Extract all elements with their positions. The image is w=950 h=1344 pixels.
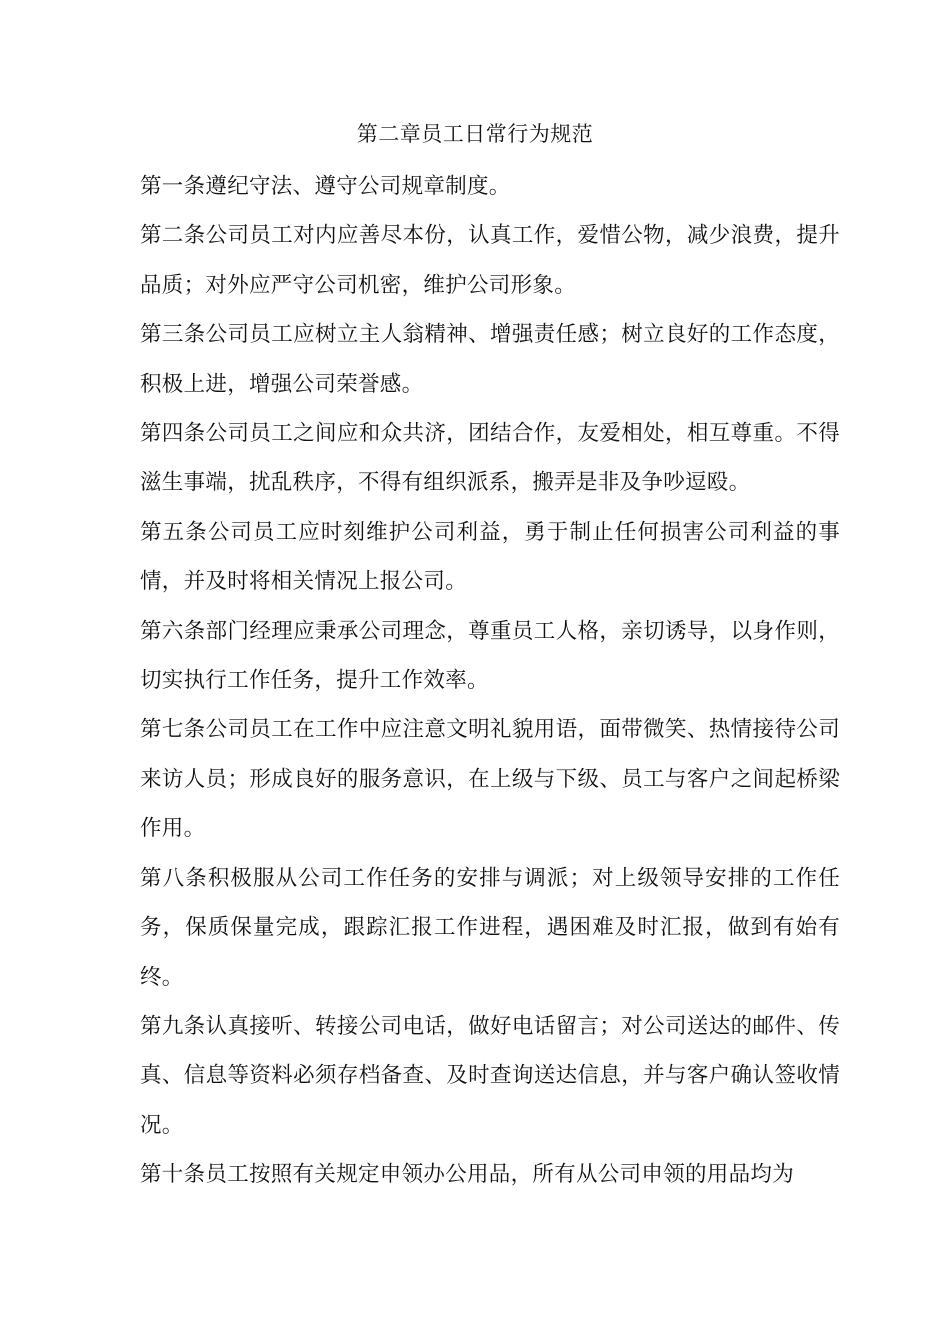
article-1: 第一条遵纪守法、遵守公司规章制度。 [140, 174, 511, 199]
article-9: 第九条认真接听、转接公司电话，做好电话留言；对公司送达的邮件、传真、信息等资料必须存档备查、及时查询送达信息，并与客户确认签收情况。 [140, 1013, 840, 1138]
chapter-title: 第二章员工日常行为规范 [356, 122, 594, 146]
article-10: 第十条员工按照有关规定申领办公用品，所有从公司申领的用品均为 [140, 1162, 795, 1188]
article-4: 第四条公司员工之间应和众共济，团结合作，友爱相处，相互尊重。不得滋生事端，扰乱秩序，不得有组织派系，搬弄是非及争吵逗殴。 [140, 421, 840, 496]
article-5: 第五条公司员工应时刻维护公司利益，勇于制止任何损害公司利益的事情，并及时将相关情况上报公司。 [140, 519, 840, 595]
article-8: 第八条积极服从公司工作任务的安排与调派；对上级领导安排的工作任务，保质保量完成，跟踪汇报工作进程，遇困难及时汇报，做到有始有终。 [140, 865, 840, 990]
document-body [140, 162, 840, 1200]
article-2: 第二条公司员工对内应善尽本份，认真工作，爱惜公物，减少浪费，提升品质；对外应严守公司机密，维护公司形象。 [140, 223, 840, 298]
article-3: 第三条公司员工应树立主人翁精神、增强责任感；树立良好的工作态度，积极上进，增强公司荣誉感。 [140, 322, 840, 397]
article-7: 第七条公司员工在工作中应注意文明礼貌用语，面带微笑、热情接待公司来访人员；形成良好的服务意识，在上级与下级、员工与客户之间起桥梁作用。 [140, 717, 840, 842]
article-6: 第六条部门经理应秉承公司理念，尊重员工人格，亲切诱导，以身作则，切实执行工作任务，提升工作效率。 [140, 618, 840, 694]
